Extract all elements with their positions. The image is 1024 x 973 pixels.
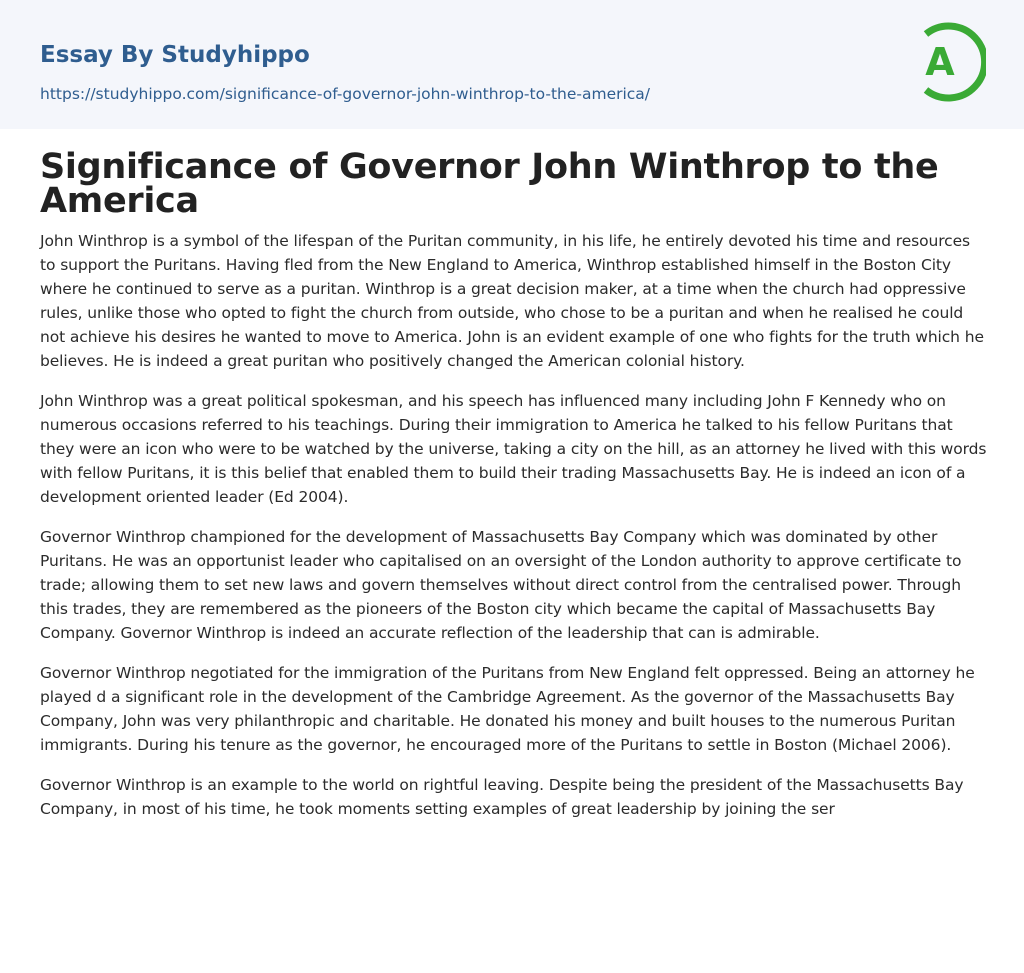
brand-title[interactable]: Essay By Studyhippo [40, 42, 310, 68]
studyhippo-logo-icon[interactable] [912, 18, 986, 106]
page-title: Significance of Governor John Winthrop to the America [40, 147, 939, 221]
essay-paragraph: John Winthrop was a great political spokesman, and his speech has influenced many including John F Kennedy who on numerous occasions referred to his teachings. During their immigration to America he talked to his fellow Puritans that they were an icon who were to be watched by the universe, taking a city on the hill, as an attorney he lived with this words with fellow Puritans, it is this belief that enabled them to build their trading Massachusetts Bay. He is indeed an icon of a development oriented leader (Ed 2004). [40, 392, 987, 506]
essay-paragraph: John Winthrop is a symbol of the lifespan of the Puritan community, in his life, he entirely devoted his time and resources to support the Puritans. Having fled from the New England to America, Winthrop established himself in the Boston City where he continued to serve as a puritan. Winthrop is a great decision maker, at a time when the church had oppressive rules, unlike those who opted to fight the church from outside, who chose to be a puritan and when he realised he could not achieve his desires he wanted to move to America. John is an evident example of one who fights for the truth which he believes. He is indeed a great puritan who positively changed the American colonial history. [40, 232, 984, 370]
essay-paragraph: Governor Winthrop negotiated for the immigration of the Puritans from New England felt oppressed. Being an attorney he played d a significant role in the development of the Cambridge Agreement. As the governor of the Massachusetts Bay Company, John was very philanthropic and charitable. He donated his money and built houses to the numerous Puritan immigrants. During his tenure as the governor, he encouraged more of the Puritans to settle in Boston (Michael 2006). [40, 664, 975, 754]
essay-paragraph: Governor Winthrop championed for the development of Massachusetts Bay Company which was dominated by other Puritans. He was an opportunist leader who capitalised on an oversight of the London authority to approve certificate to trade; allowing them to set new laws and govern themselves without direct control from the centralised power. Through this trades, they are remembered as the pioneers of the Boston city which became the capital of Massachusetts Bay Company. Governor Winthrop is indeed an accurate reflection of the leadership that can is admirable. [40, 528, 962, 642]
essay-content [40, 229, 990, 837]
essay-paragraph: Governor Winthrop is an example to the world on rightful leaving. Despite being the president of the Massachusetts Bay Company, in most of his time, he took moments setting examples of great leadership by joining the ser [40, 776, 964, 818]
site-header [0, 0, 1024, 129]
essay-url-link[interactable]: https://studyhippo.com/significance-of-governor-john-winthrop-to-the-america/ [40, 85, 651, 103]
logo-letter: A [925, 40, 955, 84]
